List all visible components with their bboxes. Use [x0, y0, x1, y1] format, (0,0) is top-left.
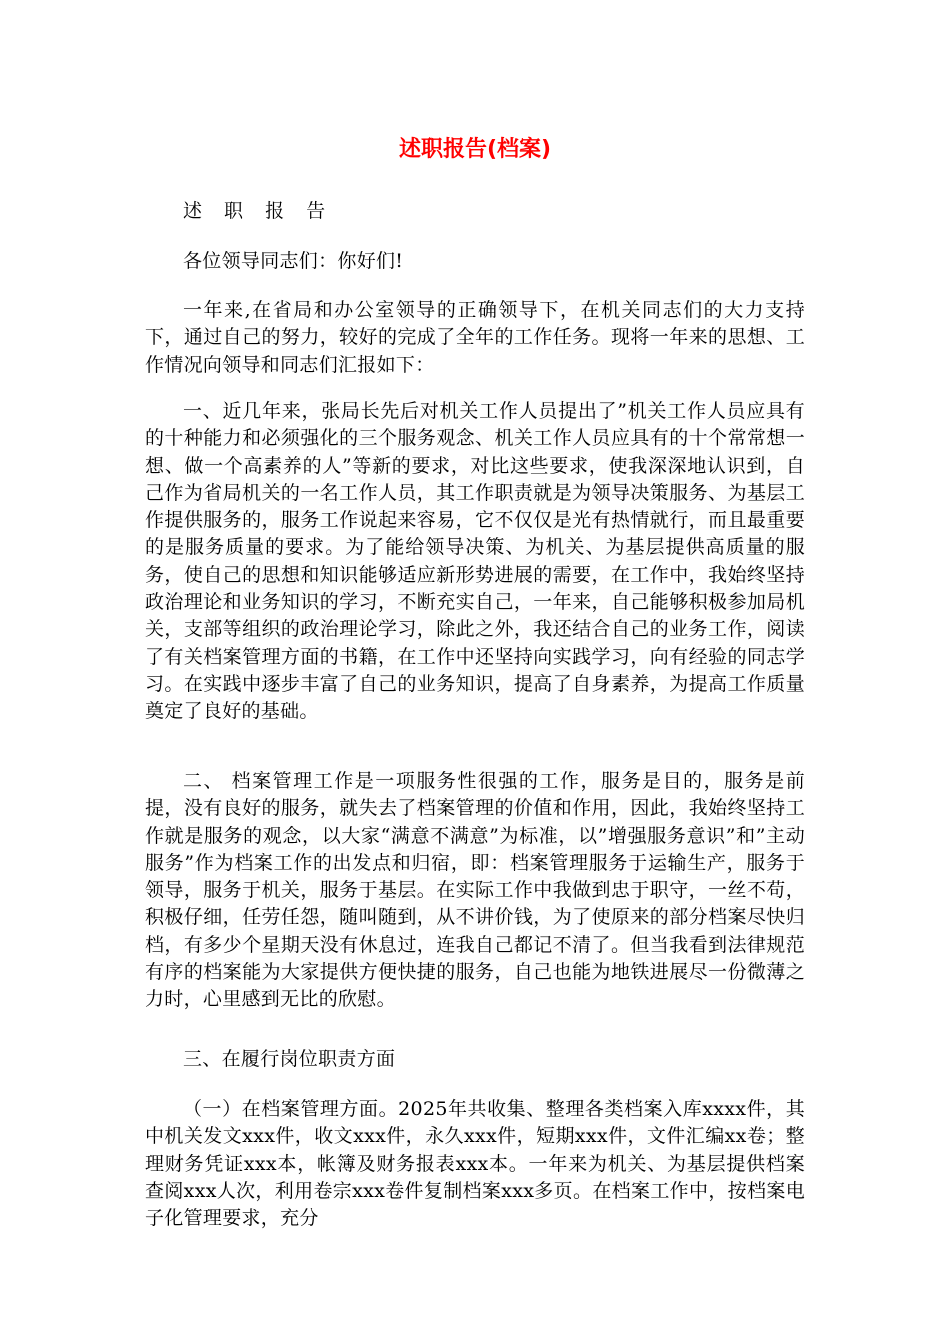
document-title: 述职报告(档案)	[398, 137, 552, 162]
paragraph-intro: 一年来,在省局和办公室领导的正确领导下，在机关同志们的大力支持下，通过自己的努力，较好的完成了全年的工作任务。现将一年来的思想、工作情况向领导和同志们汇报如下：	[145, 299, 805, 376]
paragraph-section-3-1: （一）在档案管理方面。2025年共收集、整理各类档案入库xxxx件，其中机关发文xxx件，收文xxx件，永久xxx件，短期xxx件，文件汇编xx卷；整理财务凭证xxx本，帐簿及财务报表xxx本。一年来为机关、为基层提供档案查阅xxx人次，利用卷宗xxx卷件复制档案xxx多页。在档案工作中，按档案电子化管理要求，充分	[145, 1098, 805, 1230]
report-subtitle: 述 职 报 告	[183, 200, 334, 222]
paragraph-section-2: 二、 档案管理工作是一项服务性很强的工作，服务是目的，服务是前提，没有良好的服务，就失去了档案管理的价值和作用，因此，我始终坚持工作就是服务的观念，以大家“满意不满意”为标准，以”增强服务意识”和”主动服务”作为档案工作的出发点和归宿，即：档案管理服务于运输生产，服务于领导，服务于机关，服务于基层。在实际工作中我做到忠于职守，一丝不苟，积极仔细，任劳任怨，随叫随到，从不讲价钱，为了使原来的部分档案尽快归档，有多少个星期天没有休息过，连我自己都记不清了。但当我看到法律规范有序的档案能为大家提供方便快捷的服务，自己也能为地铁进展尽一份微薄之力时，心里感到无比的欣慰。	[145, 770, 805, 1011]
greeting: 各位领导同志们：你好们!	[183, 250, 404, 272]
paragraph-section-1: 一、近几年来，张局长先后对机关工作人员提出了”机关工作人员应具有的十种能力和必须强化的三个服务观念、机关工作人员应具有的十个常常想一想、做一个高素养的人”等新的要求，对比这些要求，使我深深地认识到，自己作为省局机关的一名工作人员，其工作职责就是为领导决策服务、为基层工作提供服务的，服务工作说起来容易，它不仅仅是光有热情就行，而且最重要的是服务质量的要求。为了能给领导决策、为机关、为基层提供高质量的服务，使自己的思想和知识能够适应新形势进展的需要，在工作中，我始终坚持政治理论和业务知识的学习，不断充实自己，一年来，自己能够积极参加局机关，支部等组织的政治理论学习，除此之外，我还结合自己的业务工作，阅读了有关档案管理方面的书籍，在工作中还坚持向实践学习，向有经验的同志学习。在实践中逐步丰富了自己的业务知识，提高了自身素养，为提高工作质量奠定了良好的基础。	[145, 400, 805, 723]
section-3-heading: 三、在履行岗位职责方面	[183, 1048, 396, 1070]
